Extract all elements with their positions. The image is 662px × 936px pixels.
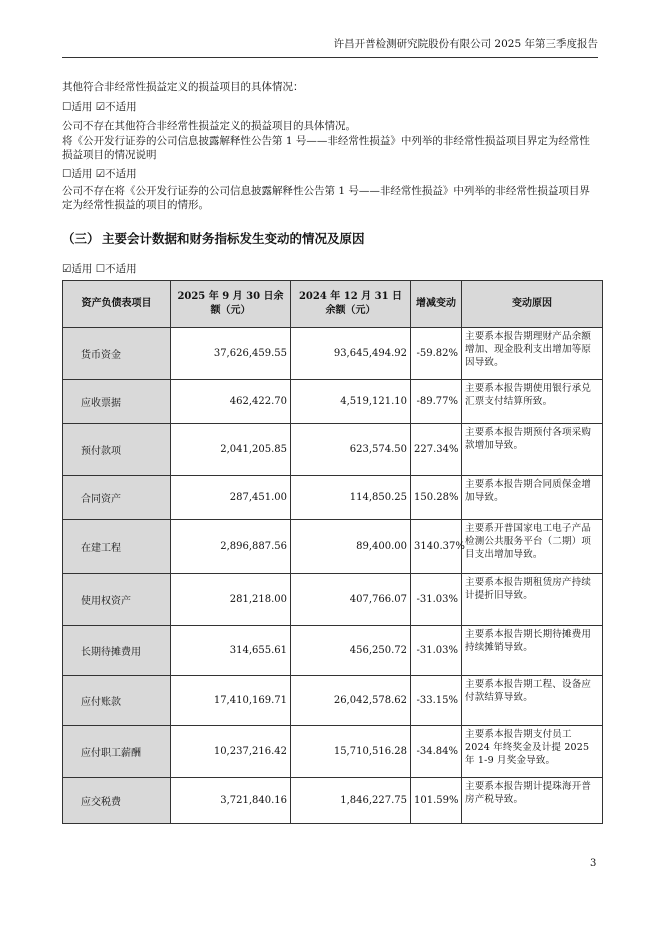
page-number: 3 <box>590 858 597 869</box>
balance-sheet-change-table <box>62 280 603 824</box>
row-change-percent: -34.84% <box>411 726 462 778</box>
header-reason: 变动原因 <box>462 281 603 328</box>
row-previous-balance: 456,250.72 <box>291 626 411 676</box>
table-row <box>63 778 603 824</box>
section-title: 主要会计数据和财务指标发生变动的情况及原因 <box>102 231 365 246</box>
row-item-name: 预付款项 <box>63 424 171 476</box>
row-change-percent: 101.59% <box>411 778 462 824</box>
row-item-name: 应付职工薪酬 <box>63 726 171 778</box>
row-change-percent: -31.03% <box>411 626 462 676</box>
row-item-name: 货币资金 <box>63 328 171 380</box>
row-item-name: 应收票据 <box>63 380 171 424</box>
table-row <box>63 574 603 626</box>
table-row <box>63 726 603 778</box>
row-change-reason: 主要系本报告期支付员工 2024 年终奖金及计提 2025 年 1-9 月奖金导致。 <box>462 726 603 778</box>
section-number: （三） <box>62 231 100 246</box>
row-item-name: 在建工程 <box>63 520 171 574</box>
row-item-name: 应交税费 <box>63 778 171 824</box>
row-item-name: 应付账款 <box>63 676 171 726</box>
header-previous: 2024 年 12 月 31 日余额（元） <box>291 281 411 328</box>
row-current-balance: 3,721,840.16 <box>171 778 291 824</box>
intro-paragraph-1: 其他符合非经常性损益定义的损益项目的具体情况： <box>62 81 304 93</box>
table-row <box>63 380 603 424</box>
applicable-checkbox-1: ☐适用 ☑不适用 <box>62 101 137 113</box>
row-current-balance: 281,218.00 <box>171 574 291 626</box>
row-current-balance: 2,896,887.56 <box>171 520 291 574</box>
row-change-reason: 主要系开普国家电工电子产品检测公共服务平台（二期）项目支出增加导致。 <box>462 520 603 574</box>
row-change-percent: -89.77% <box>411 380 462 424</box>
row-previous-balance: 15,710,516.28 <box>291 726 411 778</box>
header-current: 2025 年 9 月 30 日余额（元） <box>171 281 291 328</box>
table-row <box>63 520 603 574</box>
table-header-row <box>63 281 603 328</box>
row-current-balance: 17,410,169.71 <box>171 676 291 726</box>
row-change-percent: 227.34% <box>411 424 462 476</box>
row-change-reason: 主要系本报告期计提珠海开普房产税导致。 <box>462 778 603 824</box>
row-item-name: 合同资产 <box>63 476 171 520</box>
row-change-percent: -33.15% <box>411 676 462 726</box>
table-row <box>63 626 603 676</box>
row-previous-balance: 4,519,121.10 <box>291 380 411 424</box>
row-previous-balance: 114,850.25 <box>291 476 411 520</box>
row-change-percent: 3140.37% <box>411 520 462 574</box>
row-previous-balance: 89,400.00 <box>291 520 411 574</box>
intro-paragraph-4: 公司不存在将《公开发行证券的公司信息披露解释性公告第 1 号——非经常性损益》中列举的非经常性损益项目界定为经常性损益的项目的情形。 <box>62 185 590 211</box>
row-previous-balance: 623,574.50 <box>291 424 411 476</box>
row-change-percent: 150.28% <box>411 476 462 520</box>
row-change-reason: 主要系本报告期使用银行承兑汇票支付结算所致。 <box>462 380 603 424</box>
row-change-percent: -59.82% <box>411 328 462 380</box>
table-row <box>63 476 603 520</box>
row-change-reason: 主要系本报告期合同质保金增加导致。 <box>462 476 603 520</box>
table-row <box>63 328 603 380</box>
header-change: 增减变动 <box>411 281 462 328</box>
row-change-reason: 主要系本报告期工程、设备应付款结算导致。 <box>462 676 603 726</box>
row-previous-balance: 407,766.07 <box>291 574 411 626</box>
row-item-name: 长期待摊费用 <box>63 626 171 676</box>
row-current-balance: 462,422.70 <box>171 380 291 424</box>
row-change-percent: -31.03% <box>411 574 462 626</box>
row-previous-balance: 26,042,578.62 <box>291 676 411 726</box>
row-previous-balance: 1,846,227.75 <box>291 778 411 824</box>
page-header: 许昌开普检测研究院股份有限公司 2025 年第三季度报告 <box>62 36 598 58</box>
section-heading <box>62 229 365 247</box>
row-current-balance: 287,451.00 <box>171 476 291 520</box>
applicable-checkbox-3: ☑适用 ☐不适用 <box>62 263 137 275</box>
intro-paragraph-3: 将《公开发行证券的公司信息披露解释性公告第 1 号——非经常性损益》中列举的非经常性损益项目界定为经常性损益项目的情况说明 <box>62 135 590 161</box>
applicable-checkbox-2: ☐适用 ☑不适用 <box>62 168 137 180</box>
row-change-reason: 主要系本报告期理财产品余额增加、现金股利支出增加等原因导致。 <box>462 328 603 380</box>
header-item: 资产负债表项目 <box>63 281 171 328</box>
row-previous-balance: 93,645,494.92 <box>291 328 411 380</box>
row-current-balance: 10,237,216.42 <box>171 726 291 778</box>
intro-paragraph-2: 公司不存在其他符合非经常性损益定义的损益项目的具体情况。 <box>62 120 356 132</box>
row-change-reason: 主要系本报告期长期待摊费用持续摊销导致。 <box>462 626 603 676</box>
table-row <box>63 676 603 726</box>
row-current-balance: 314,655.61 <box>171 626 291 676</box>
table-row <box>63 424 603 476</box>
row-current-balance: 2,041,205.85 <box>171 424 291 476</box>
row-change-reason: 主要系本报告期预付各项采购款增加导致。 <box>462 424 603 476</box>
row-current-balance: 37,626,459.55 <box>171 328 291 380</box>
row-change-reason: 主要系本报告期租赁房产持续计提折旧导致。 <box>462 574 603 626</box>
row-item-name: 使用权资产 <box>63 574 171 626</box>
